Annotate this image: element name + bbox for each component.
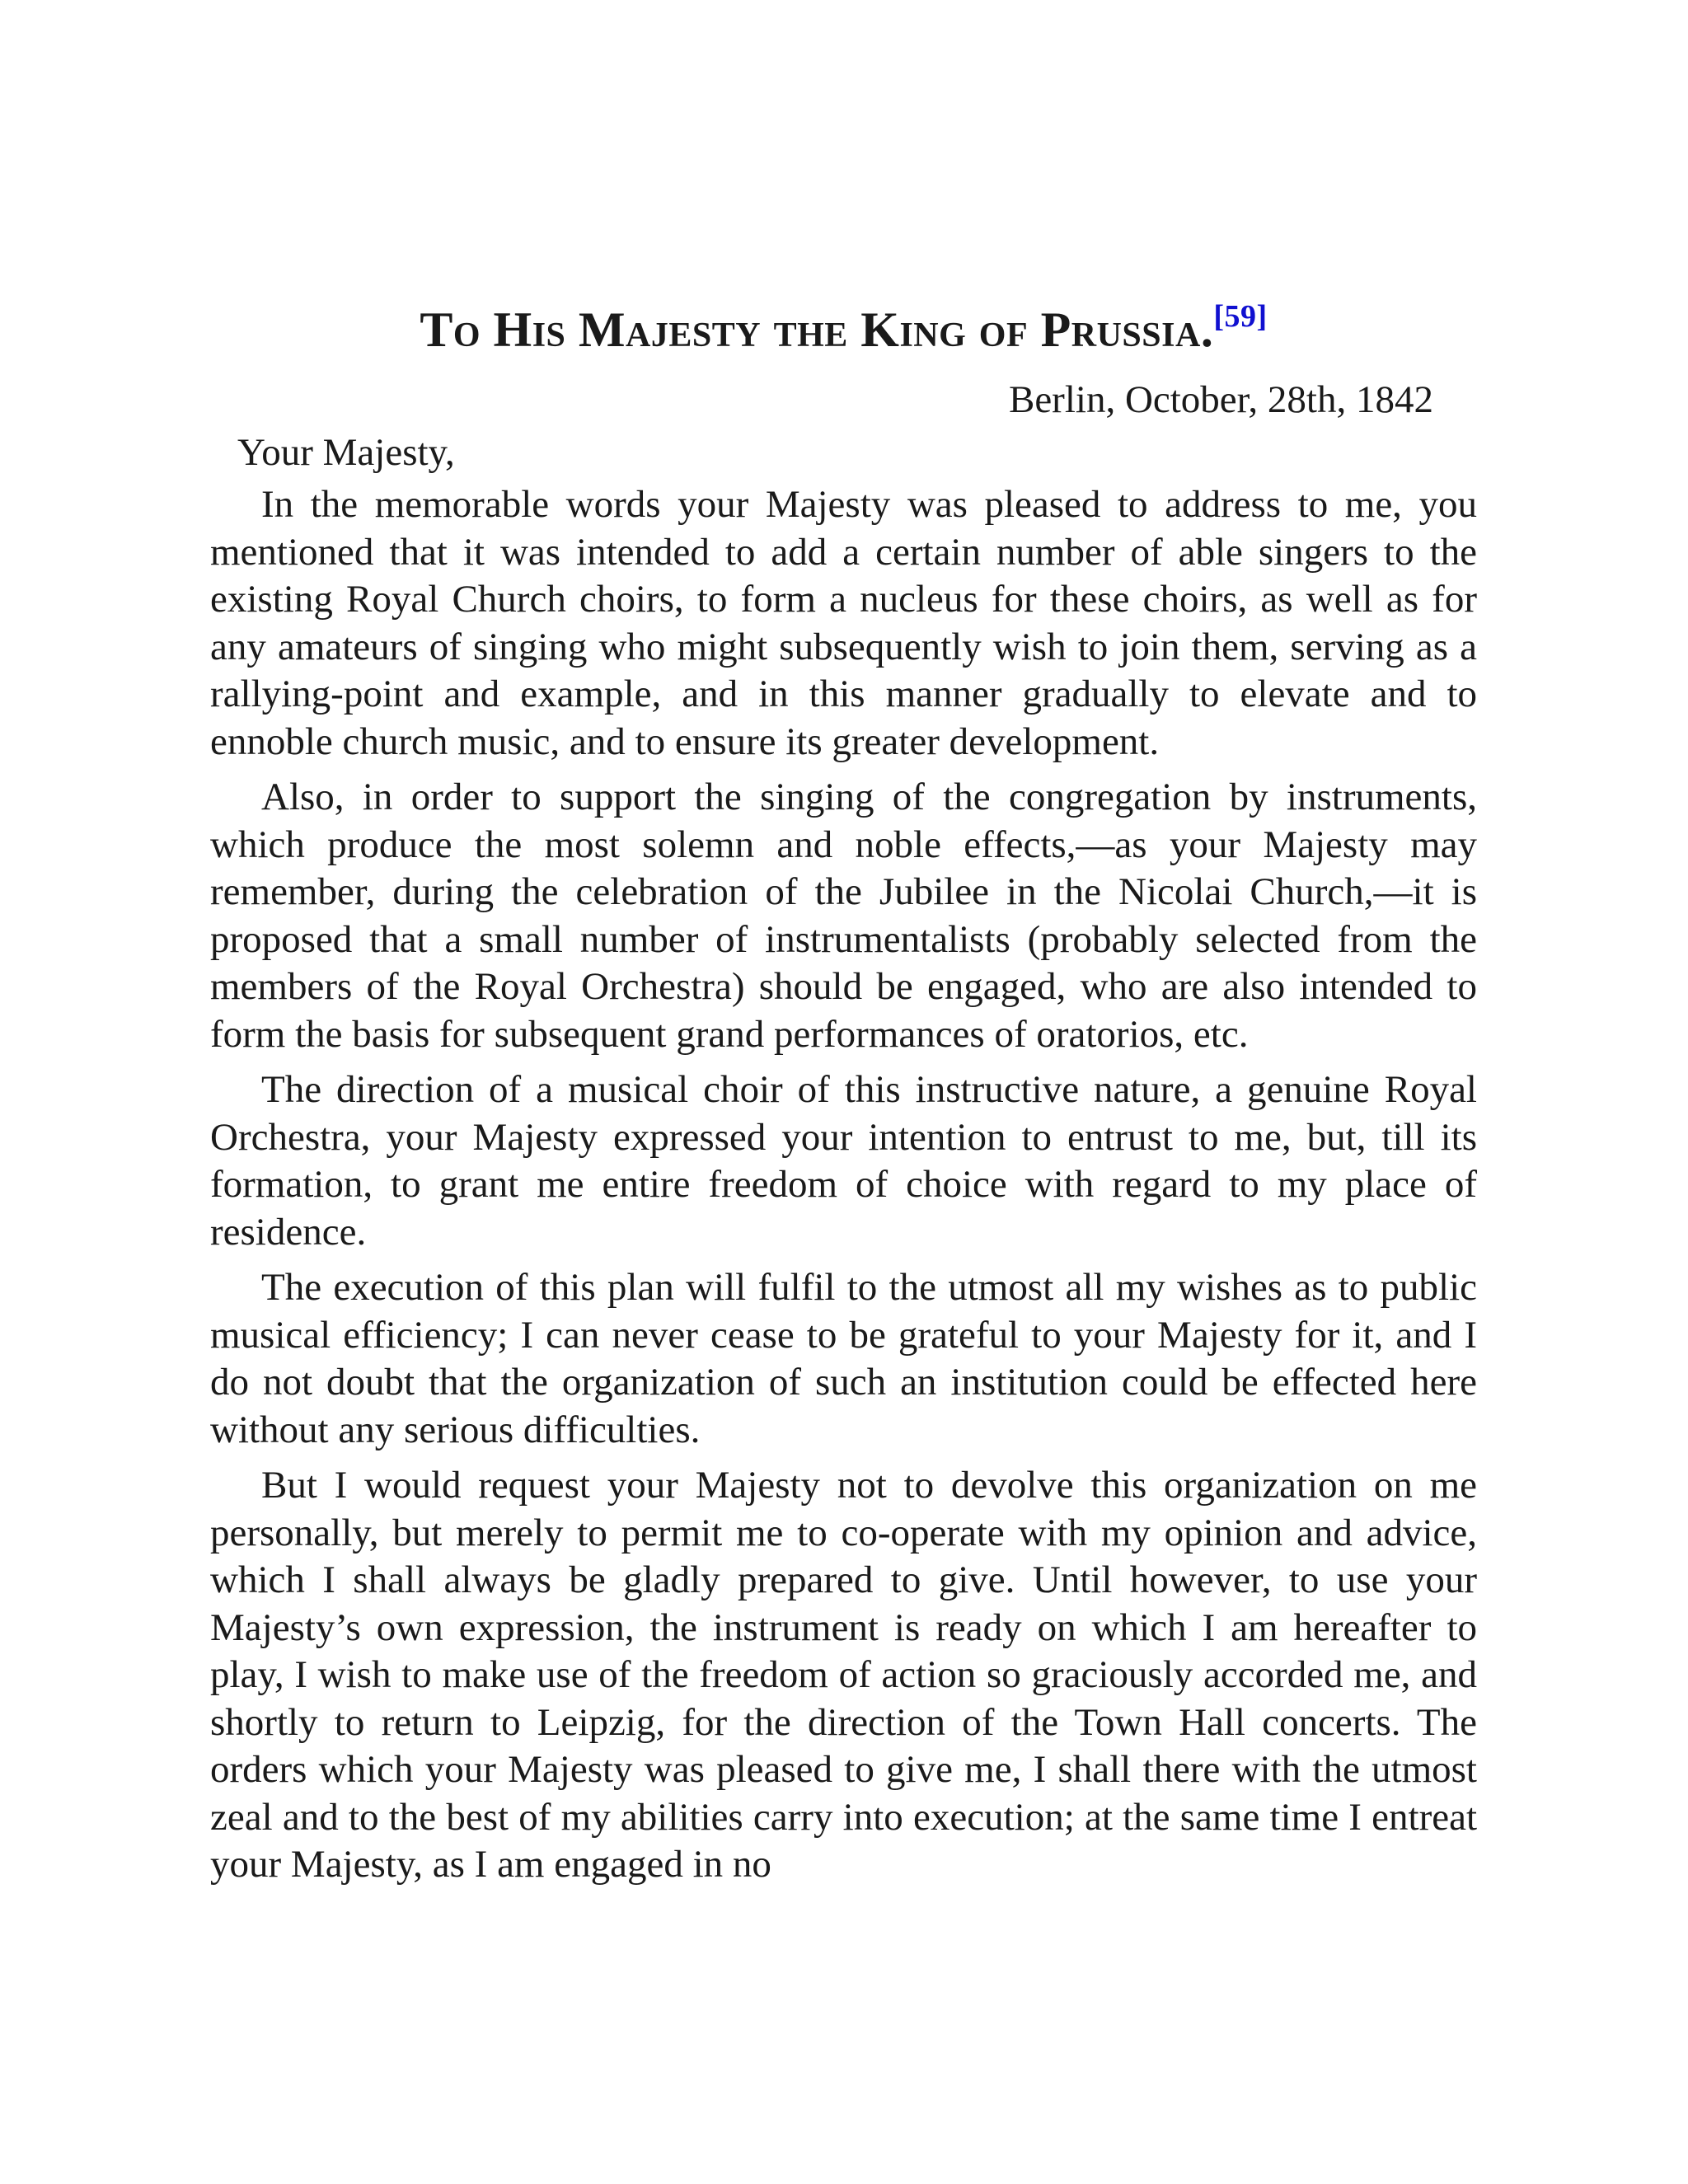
paragraph-3: The direction of a musical choir of this instructive nature, a genuine Royal Orchestra, your Majesty expressed your intention to entrust to me, but, till its formation, to grant me entire freedom of choice with regard to my place of residence. bbox=[210, 1068, 1477, 1254]
paragraph-5: But I would request your Majesty not to devolve this organization on me personally, but merely to permit me to co-operate with my opinion and advice, which I shall always be gladly prepared to give. Until however, to use your Majesty’s own expression, the instrument is ready on which I am hereafter to play, I wish to make use of the freedom of action so graciously accorded me, and shortly to return to Leipzig, for the direction of the Town Hall concerts. The orders which your Majesty was pleased to give me, I shall there with the utmost zeal and to the best of my abilities carry into execution; at the same time I entreat your Majesty, as I am engaged in no bbox=[210, 1464, 1477, 1886]
footnote-marker bbox=[1213, 299, 1267, 334]
title-text: To His Majesty the King of Prussia. bbox=[420, 302, 1214, 357]
letter-page bbox=[210, 297, 1477, 1897]
footnote-link[interactable]: [59] bbox=[1213, 299, 1268, 334]
dateline: Berlin, October, 28th, 1842 bbox=[1008, 378, 1433, 421]
letter-title bbox=[210, 297, 1477, 363]
paragraph-4: The execution of this plan will fulfil to the utmost all my wishes as to public musical efficiency; I can never cease to be grateful to your Majesty for it, and I do not doubt that the organization of such an institution could be effected here without any serious difficulties. bbox=[210, 1266, 1477, 1451]
paragraph-1: In the memorable words your Majesty was pleased to address to me, you mentioned that it was intended to add a certain number of able singers to the existing Royal Church choirs, to form a nucleus for these choirs, as well as for any amateurs of singing who might subsequently wish to join them, serving as a rallying-point and example, and in this manner gradually to elevate and to ennoble church music, and to ensure its greater development. bbox=[210, 483, 1477, 763]
paragraph-2: Also, in order to support the singing of the congregation by instruments, which produce the most solemn and noble effects,—as your Majesty may remember, during the celebration of the Jubilee in the Nicolai Church,—it is proposed that a small number of instrumentalists (probably selected from the members of the Royal Orchestra) should be engaged, who are also intended to form the basis for subsequent grand performances of oratorios, etc. bbox=[210, 776, 1477, 1056]
salutation: Your Majesty, bbox=[237, 431, 455, 474]
